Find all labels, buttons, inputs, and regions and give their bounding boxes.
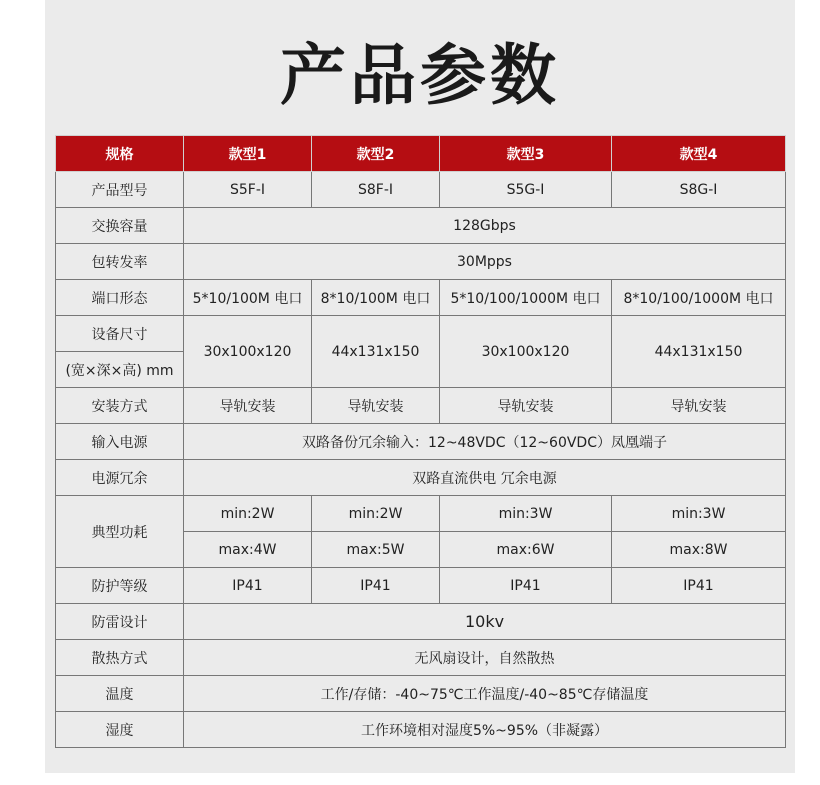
row-label: 交换容量 [56,208,184,244]
table-row-temperature [56,676,786,712]
row-label: 防雷设计 [56,604,184,640]
table-row-cooling [56,640,786,676]
table-header-row [56,136,786,172]
table-cell: min:3W [612,496,786,532]
header-cell-model-3: 款型3 [440,136,612,172]
table-cell: 工作/存储：-40~75℃工作温度/-40~85℃存储温度 [184,676,786,712]
row-label: 温度 [56,676,184,712]
table-cell: max:6W [440,532,612,568]
table-row-size-a [56,316,786,352]
table-cell: min:2W [312,496,440,532]
table-row-power-input [56,424,786,460]
table-cell: max:5W [312,532,440,568]
table-cell: min:3W [440,496,612,532]
table-cell: 导轨安装 [312,388,440,424]
table-cell: IP41 [312,568,440,604]
page-title: 产品参数 [280,37,560,114]
table-cell: 10kv [184,604,786,640]
header-cell-model-4: 款型4 [612,136,786,172]
spec-table [55,135,786,748]
row-label: 端口形态 [56,280,184,316]
table-cell: 8*10/100M 电口 [312,280,440,316]
table-row-power-min [56,496,786,532]
table-cell: min:2W [184,496,312,532]
table-cell: S5F-I [184,172,312,208]
table-row-forwarding [56,244,786,280]
table-cell: 导轨安装 [184,388,312,424]
table-row-humidity [56,712,786,748]
table-cell: 128Gbps [184,208,786,244]
header-cell-model-1: 款型1 [184,136,312,172]
row-label: 产品型号 [56,172,184,208]
table-cell: 44x131x150 [612,316,786,388]
table-cell: 5*10/100M 电口 [184,280,312,316]
table-row-switching [56,208,786,244]
table-cell: 双路直流供电 冗余电源 [184,460,786,496]
table-cell: IP41 [184,568,312,604]
row-label: 包转发率 [56,244,184,280]
header-cell-model-2: 款型2 [312,136,440,172]
table-cell: 工作环境相对湿度5%~95%（非凝露） [184,712,786,748]
row-label: 设备尺寸 [56,316,184,352]
table-cell: max:4W [184,532,312,568]
table-cell: 导轨安装 [440,388,612,424]
table-cell: 导轨安装 [612,388,786,424]
table-cell: IP41 [612,568,786,604]
table-cell: S8F-I [312,172,440,208]
table-cell: 44x131x150 [312,316,440,388]
table-cell: max:8W [612,532,786,568]
table-cell: 双路备份冗余输入：12~48VDC（12~60VDC）凤凰端子 [184,424,786,460]
row-label: 电源冗余 [56,460,184,496]
row-label: 输入电源 [56,424,184,460]
table-cell: S5G-I [440,172,612,208]
table-cell: 30x100x120 [440,316,612,388]
table-cell: 30Mpps [184,244,786,280]
table-row-protection [56,568,786,604]
table-cell: 5*10/100/1000M 电口 [440,280,612,316]
table-cell: 无风扇设计，自然散热 [184,640,786,676]
table-row-install [56,388,786,424]
row-label: (宽×深×高) mm [56,352,184,388]
table-cell: 30x100x120 [184,316,312,388]
table-cell: 8*10/100/1000M 电口 [612,280,786,316]
row-label: 安装方式 [56,388,184,424]
row-label: 散热方式 [56,640,184,676]
row-label: 湿度 [56,712,184,748]
table-row-ports [56,280,786,316]
row-label: 防护等级 [56,568,184,604]
table-row-model [56,172,786,208]
header-cell-spec: 规格 [56,136,184,172]
row-label: 典型功耗 [56,496,184,568]
table-row-power-redundancy [56,460,786,496]
table-row-lightning [56,604,786,640]
table-cell: IP41 [440,568,612,604]
table-cell: S8G-I [612,172,786,208]
